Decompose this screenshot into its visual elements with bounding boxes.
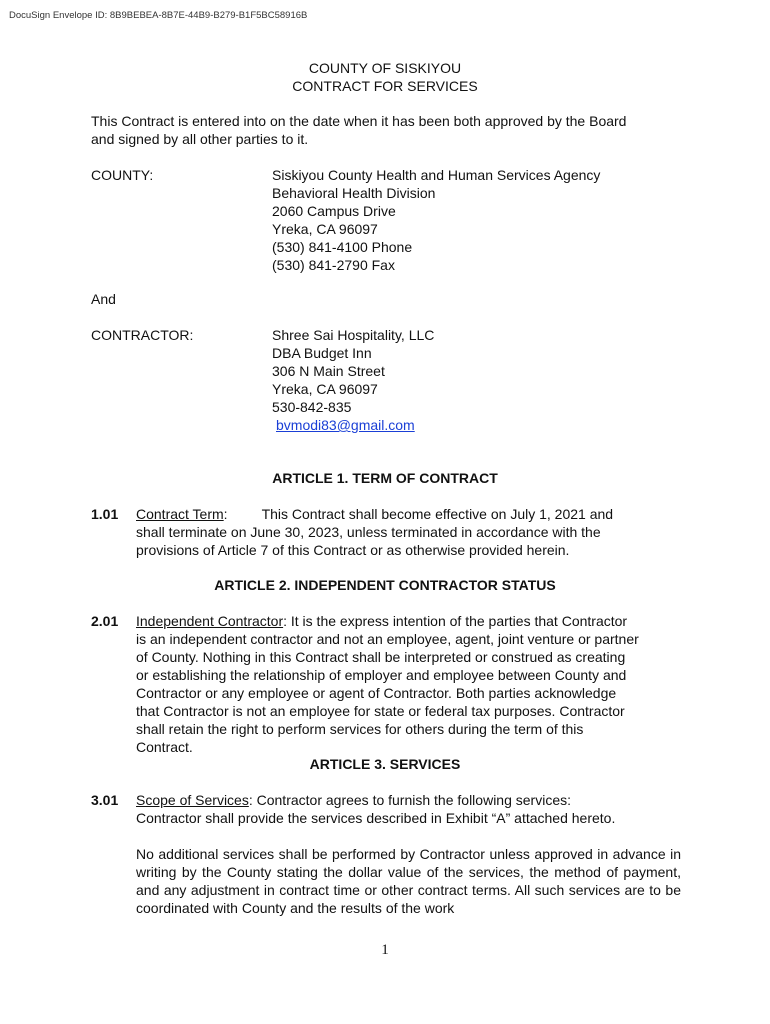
contractor-line: Shree Sai Hospitality, LLC bbox=[272, 327, 435, 343]
county-line: Yreka, CA 96097 bbox=[272, 221, 378, 237]
section-3-01-additional-services-paragraph: No additional services shall be performed by Contractor unless approved in advance in writing by the County stating the dollar value of the services, the method of payment, and any adjustment in contract time or other contract terms. All such services are to be coordinated with County and the results of the work bbox=[136, 846, 681, 916]
section-1-01-line-2: shall terminate on June 30, 2023, unless terminated in accordance with the bbox=[136, 524, 601, 540]
contractor-address-block bbox=[272, 326, 434, 434]
section-3-01-line-2: Contractor shall provide the services described in Exhibit “A” attached hereto. bbox=[136, 810, 616, 826]
section-1-01-colon: : bbox=[223, 506, 228, 522]
section-1-01-body bbox=[136, 505, 681, 559]
section-2-01-line-1: : It is the express intention of the parties that Contractor bbox=[283, 613, 628, 629]
county-fax: (530) 841-2790 Fax bbox=[272, 257, 395, 273]
section-2-01-line: Contractor or any employee or agent of Contractor. Both parties acknowledge bbox=[136, 685, 617, 701]
section-2-01-number: 2.01 bbox=[91, 613, 119, 629]
county-line: Siskiyou County Health and Human Services Agency bbox=[272, 167, 601, 183]
section-2-01-title: Independent Contractor bbox=[136, 613, 284, 629]
section-3-01-line-1: : Contractor agrees to furnish the following services: bbox=[248, 792, 571, 808]
intro-line-2: and signed by all other parties to it. bbox=[91, 131, 309, 147]
section-2-01-line: shall retain the right to perform services for others during the term of this bbox=[136, 721, 584, 737]
section-3-01-body bbox=[136, 791, 681, 827]
article-3-heading: ARTICLE 3. SERVICES bbox=[309, 756, 461, 772]
contractor-phone: 530-842-835 bbox=[272, 399, 352, 415]
section-2-01-body bbox=[136, 612, 681, 756]
county-phone: (530) 841-4100 Phone bbox=[272, 239, 413, 255]
section-2-01-line: or establishing the relationship of employer and employee between County and bbox=[136, 667, 627, 683]
page-number: 1 bbox=[381, 942, 389, 958]
article-1-heading: ARTICLE 1. TERM OF CONTRACT bbox=[272, 470, 498, 486]
county-address-block bbox=[272, 166, 600, 274]
document-title-contract: CONTRACT FOR SERVICES bbox=[292, 78, 478, 94]
section-3-01-title: Scope of Services bbox=[136, 792, 249, 808]
county-label: COUNTY: bbox=[91, 167, 154, 183]
section-2-01-line: Contract. bbox=[136, 739, 193, 755]
section-2-01-line: is an independent contractor and not an employee, agent, joint venture or partner bbox=[136, 631, 639, 647]
section-1-01-title: Contract Term bbox=[136, 506, 224, 522]
county-line: Behavioral Health Division bbox=[272, 185, 436, 201]
contractor-line: 306 N Main Street bbox=[272, 363, 385, 379]
contractor-label: CONTRACTOR: bbox=[91, 327, 194, 343]
section-3-01-number: 3.01 bbox=[91, 792, 119, 808]
document-title-county: COUNTY OF SISKIYOU bbox=[308, 60, 462, 76]
contractor-line: Yreka, CA 96097 bbox=[272, 381, 378, 397]
and-text: And bbox=[91, 291, 116, 307]
intro-line-1: This Contract is entered into on the date when it has been both approved by the Board bbox=[91, 113, 627, 129]
section-1-01-number: 1.01 bbox=[91, 506, 119, 522]
section-2-01-line: of County. Nothing in this Contract shall be interpreted or construed as creating bbox=[136, 649, 626, 665]
contractor-line: DBA Budget Inn bbox=[272, 345, 372, 361]
article-2-heading: ARTICLE 2. INDEPENDENT CONTRACTOR STATUS bbox=[214, 577, 556, 593]
county-line: 2060 Campus Drive bbox=[272, 203, 396, 219]
contractor-email-link[interactable]: bvmodi83@gmail.com bbox=[276, 417, 415, 433]
section-1-01-line-1: This Contract shall become effective on July 1, 2021 and bbox=[261, 506, 614, 522]
section-1-01-line-3: provisions of Article 7 of this Contract or as otherwise provided herein. bbox=[136, 542, 570, 558]
intro-paragraph bbox=[91, 112, 681, 148]
docusign-envelope-id: DocuSign Envelope ID: 8B9BEBEA-8B7E-44B9-B279-B1F5BC58916B bbox=[9, 10, 308, 21]
section-2-01-line: that Contractor is not an employee for state or federal tax purposes. Contractor bbox=[136, 703, 625, 719]
